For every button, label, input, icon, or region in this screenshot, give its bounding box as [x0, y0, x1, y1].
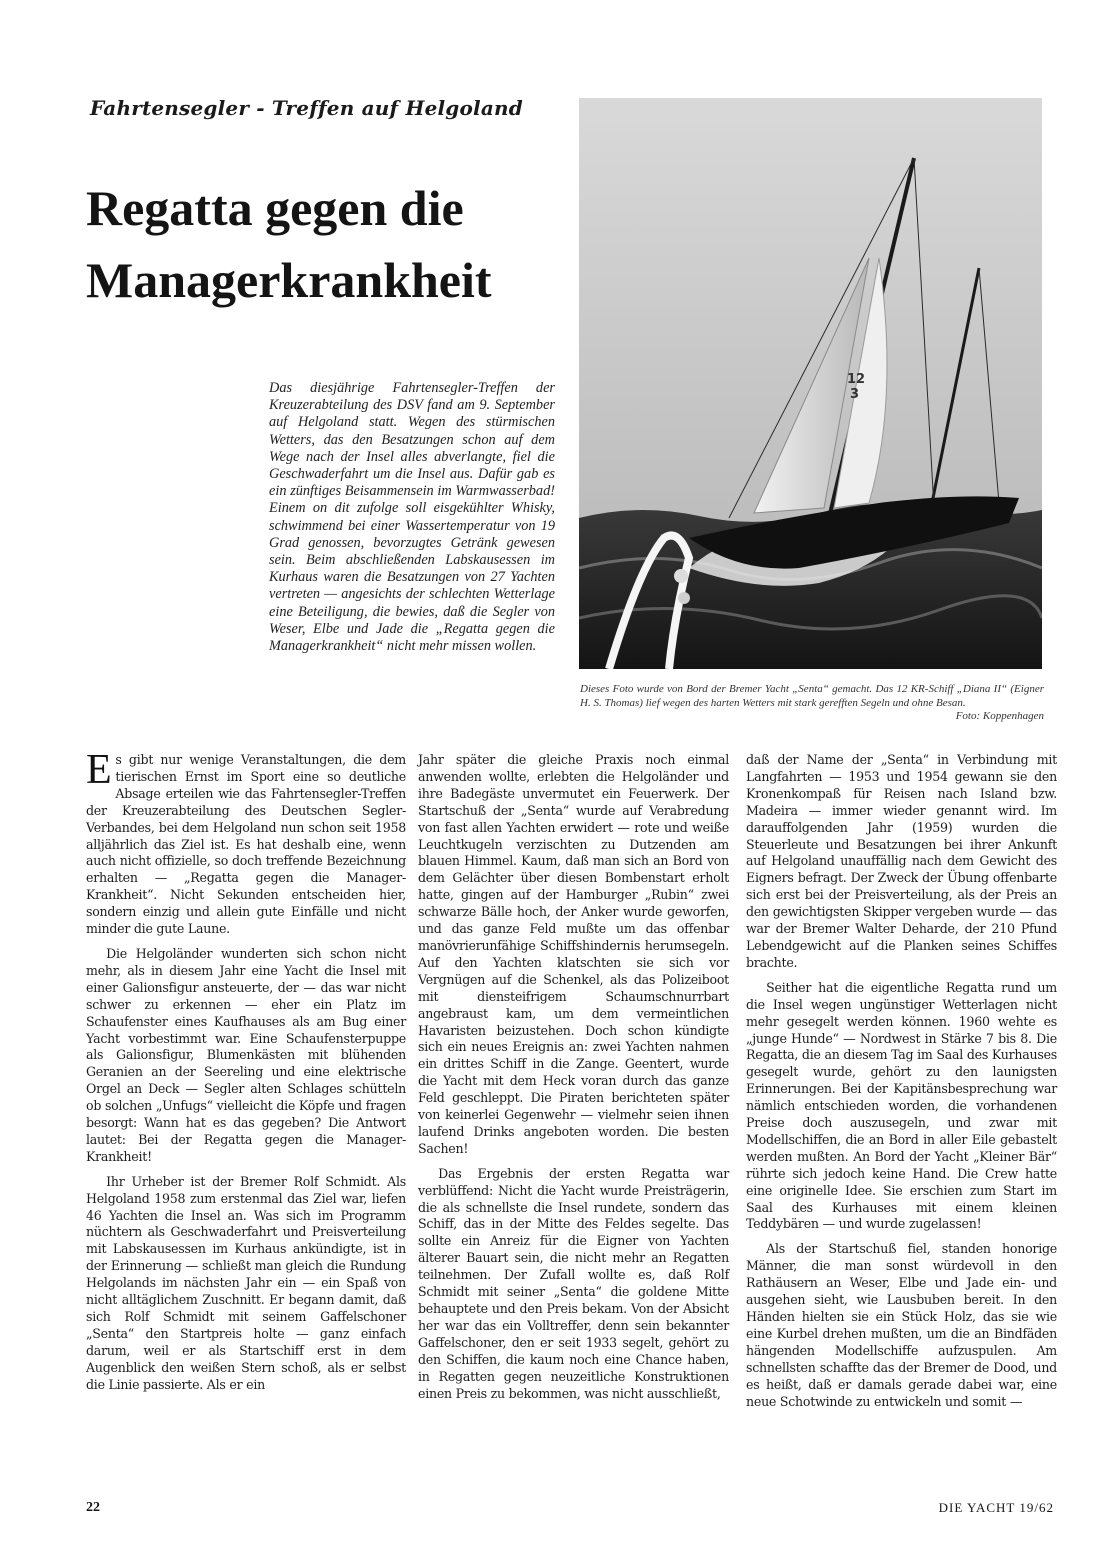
body-column-2 — [418, 752, 729, 1410]
page-number: 22 — [86, 1500, 100, 1515]
article-intro: Das diesjährige Fahrtensegler-Treffen der Kreuzerabteilung des DSV fand am 9. September auf Helgoland statt. Wegen des stürmischen Wetters, das den Besatzungen schon auf dem Wege nach der Insel alles abverlangte, fiel die Geschwaderfahrt um die Insel aus. Dafür gab es ein zünftiges Beisammensein im Warmwasserbad! Einem on dit zufolge soll eisgekühlter Whisky, schwimmend bei einer Wassertemperatur von 19 Grad genossen, bevorzugtes Getränk gewesen sein. Beim abschließenden Labskausessen im Kurhaus waren die Besatzungen von 27 Yachten vertreten — angesichts der schlechten Wetterlage eine Beteiligung, die bewies, daß die Segler von Weser, Elbe und Jade die „Regatta gegen die Managerkrankheit“ nicht mehr missen wollen. — [269, 380, 555, 655]
headline-line-2: Managerkrankheit — [86, 252, 492, 308]
body-paragraph: Als der Startschuß fiel, standen honorige Männer, die man sonst würdevoll in den Rathäusern an Weser, Elbe und Jade ein- und ausgehen sieht, wie Lausbuben bereit. In den Händen hielten sie ein Stück Holz, das sie wie eine Kurbel drehen mußten, um die an Bindfäden hängenden Modellschiffe aufzuspulen. Am schnellsten schaffte das der Bremer de Dood, und es heißt, daß er damals gerade dabei war, eine neue Schotwinde zu entwickeln und somit — — [746, 1241, 1057, 1409]
body-column-3 — [746, 752, 1057, 1418]
headline-line-1: Regatta gegen die — [86, 180, 464, 236]
drop-cap: E — [86, 747, 112, 793]
yacht-illustration — [579, 98, 1042, 669]
photo-credit: Foto: Koppenhagen — [955, 710, 1044, 722]
sail-number-text: 12 — [847, 372, 866, 387]
body-paragraph: daß der Name der „Senta“ in Verbindung mit Langfahrten — 1953 und 1954 gewann sie den Kronenkompaß für Reisen nach Island bzw. Madeira — immer wieder genannt wird. Im darauffolgenden Jahr (1959) wurden die Steuerleute und Besatzungen bei ihrer Ankunft auf Helgoland unauffällig nach dem Gewicht des Eigners befragt. Der Zweck der Übung offenbarte sich erst bei der Preisverteilung, als der Preis an den gewichtigsten Skipper vergeben wurde — das war der Bremer Walter Deharde, der 210 Pfund Lebendgewicht auf die Planken seines Schiffes brachte. — [746, 752, 1057, 970]
article-headline — [86, 172, 492, 316]
caption-text: Dieses Foto wurde von Bord der Bremer Yacht „Senta“ gemacht. Das 12 KR-Schiff „Diana II“ (Eigner H. S. Thomas) lief wegen des harten Wetters mit stark gerefften Segeln und ohne Besan. — [580, 683, 1044, 709]
article-kicker: Fahrtensegler - Treffen auf Helgoland — [90, 96, 523, 120]
body-column-1 — [86, 747, 406, 1402]
body-paragraph: Es gibt nur wenige Veranstaltungen, die dem tierischen Ernst im Sport eine so deutliche Absage erteilen wie das Fahrtensegler-Treffen der Kreuzerabteilung des Deutschen Segler-Verbandes, bei dem Helgoland nun schon seit 1958 alljährlich das Ziel ist. Es hat deshalb eine, wenn auch nicht offizielle, so doch treffende Bezeichnung erhalten — „Regatta gegen die Manager-Krankheit“. Nicht Sekunden entscheiden hier, sondern einzig und allein gute Einfälle und nicht minder die gute Laune. — [86, 747, 406, 937]
sailing-yacht-photo — [579, 98, 1042, 669]
body-paragraph: Das Ergebnis der ersten Regatta war verblüffend: Nicht die Yacht wurde Preisträgerin, die als schnellste die Insel rundete, sondern das Schiff, das in der Mitte des Feldes segelte. Das sollte ein Anreiz für die Eigner von Yachten älterer Bauart sein, die nicht mehr an Regatten teilnehmen. Der Zufall wollte es, daß Rolf Schmidt mit seiner „Senta“ die goldene Mitte behauptete und den Preis bekam. Von der Absicht her war das ein Volltreffer, denn sein bekannter Gaffelschoner, den er seit 1933 segelt, gehört zu den Schiffen, die kaum noch eine Chance haben, in Regatten gegen neuzeitliche Konstruktionen einen Preis zu bekommen, was nicht ausschließt, — [418, 1165, 729, 1401]
body-paragraph: Die Helgoländer wunderten sich schon nicht mehr, als in diesem Jahr eine Yacht die Insel mit einer Galionsfigur ansteuerte, der — das war nicht schwer zu erkennen — eher ein Platz im Schaufenster eines Kaufhauses als am Bug einer Yacht vorbestimmt war. Eine Schaufensterpuppe als Galionsfigur, Blumenkästen mit blühenden Geranien an der Seereling und eine elektrische Orgel an Deck — Segler alten Schlages schütteln ob solchen „Unfugs“ vielleicht die Köpfe und fragen besorgt: Wann hat es das gegeben? Die Antwort lautet: Bei der Regatta gegen die Manager-Krankheit! — [86, 945, 406, 1164]
photo-caption — [580, 683, 1044, 724]
body-paragraph: Seither hat die eigentliche Regatta rund um die Insel wegen ungünstiger Wetterlagen nicht mehr gesegelt werden können. 1960 wehte es „junge Hunde“ — Nordwest in Stärke 7 bis 8. Die Regatta, die an diesem Tag im Saal des Kurhauses gesegelt wurde, gehört zu den launigsten Erinnerungen. Bei der Kapitänsbesprechung war nämlich entschieden worden, die vorhandenen Preise doch auszusegeln, und zwar mit Modellschiffen, die an Bord in aller Eile gebastelt werden mußten. An Bord der Yacht „Kleiner Bär“ rührte sich jedoch keine Hand. Die Crew hatte eine originelle Idee. Sie erschien zum Start im Saal des Kurhauses mit einem kleinen Teddybären — und wurde zugelassen! — [746, 979, 1057, 1232]
body-paragraph: Jahr später die gleiche Praxis noch einmal anwenden wollte, erlebten die Helgoländer und ihre Badegäste unvermutet ein Feuerwerk. Der Startschuß der „Senta“ wurde auf Verabredung von fast allen Yachten erwidert — rote und weiße Leuchtkugeln verzischten zu Dutzenden am blauen Himmel. Kaum, daß man sich an Bord von dem Gelächter über diesen Bombenstart erholt hatte, gingen auf der Hamburger „Rubin“ zwei schwarze Bälle hoch, der Anker wurde geworfen, und das ganze Feld mußte um das offenbar manövrierunfähige Schiffshindernis herumsegeln. Auf den Yachten klatschten sie sich vor Vergnügen auf die Schenkel, als das Polizeiboot mit diensteifrigem Schaumschnurrbart angebraust kam, um dem vermeintlichen Havaristen beizustehen. Doch schon kündigte sich ein neues Ereignis an: zwei Yachten nahmen ein drittes Schiff in die Zange. Geentert, wurde die Yacht mit dem Heck voran durch das ganze Feld geschleppt. Die Piraten berichteten später von keinerlei Gegenwehr — vielmehr seien ihnen laufend Drinks angeboten worden. Die besten Sachen! — [418, 752, 729, 1156]
magazine-issue: DIE YACHT 19/62 — [938, 1500, 1054, 1515]
svg-text:3: 3 — [850, 387, 860, 402]
body-paragraph: Ihr Urheber ist der Bremer Rolf Schmidt. Als Helgoland 1958 zum erstenmal das Ziel war, liefen 46 Yachten die Insel an. Was sich im Programm nüchtern als Geschwaderfahrt und Preisverteilung mit Labskausessen im Kurhaus ankündigte, ist in der Erinnerung — schließt man gleich die Rundung Helgolands im nächsten Jahr ein — ein Spaß von nicht alltäglichem Zuschnitt. Er begann damit, daß sich Rolf Schmidt mit seinem Gaffelschoner „Senta“ den Startpreis holte — ganz einfach darum, weil er als Startschiff erst in dem Augenblick den weißen Stern schoß, als er selbst die Linie passierte. Als er ein — [86, 1173, 406, 1392]
